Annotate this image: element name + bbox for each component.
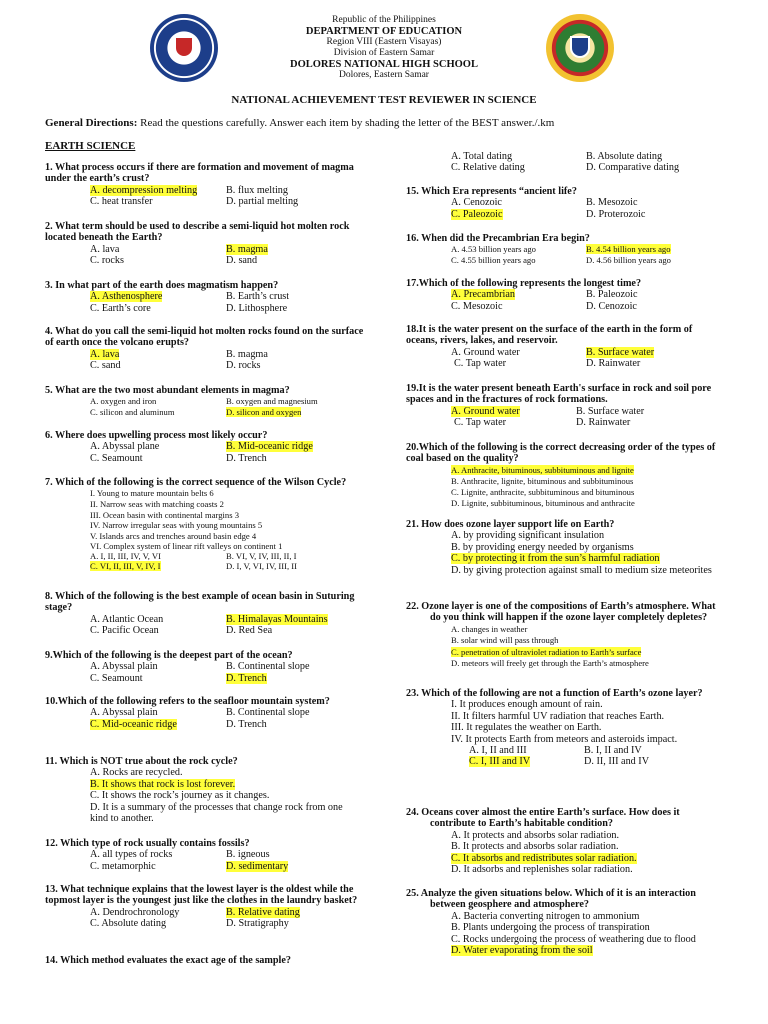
option[interactable]: D. 4.56 billion years ago	[586, 255, 671, 266]
option[interactable]: D. sand	[226, 255, 258, 267]
question-10: 10.Which of the following refers to the seafloor mountain system? A. Abyssal plain B. Continental slope C. Mid-oceanic ridge D. Trench	[45, 696, 365, 730]
option[interactable]: C. Rocks undergoing the process of weathering due to flood	[451, 933, 696, 945]
statement-list: I. Young to mature mountain belts 6 II. Narrow seas with matching coasts 2 III. Ocean basin with continental margins 3 IV. Narrow irregular seas with young mountains 5 V. Islands arcs and trenches around basin edge 4 VI. Complex system of linear rift valleys on continent 1	[90, 488, 283, 552]
option[interactable]: B. Earth’s crust	[226, 291, 290, 303]
question-19: 19.It is the water present beneath Earth's surface in rock and soil pore spaces and in the fractures of rock formations. A. Ground water B. Surface water C. Tap water D. Rainwater	[406, 383, 726, 429]
option[interactable]: B. Plants undergoing the process of transpiration	[451, 922, 650, 934]
question-18: 18.It is the water present on the surface of the earth in the form of oceans, rivers, lakes, and reservoir. A. Ground water B. Surface water C. Tap water D. Rainwater	[406, 324, 726, 370]
option[interactable]: A. lava	[90, 348, 120, 360]
question-6: 6. Where does upwelling process most likely occur? A. Abyssal plane B. Mid-oceanic ridge C. Seamount D. Trench	[45, 430, 365, 464]
option[interactable]: C. It shows the rock’s journey as it changes.	[90, 790, 270, 802]
option[interactable]: D. Proterozoic	[586, 208, 646, 220]
option[interactable]: B. It protects and absorbs solar radiation.	[451, 841, 619, 853]
header-school: DOLORES NATIONAL HIGH SCHOOL	[290, 59, 478, 70]
option[interactable]: B. magma	[226, 348, 268, 360]
option[interactable]: C. by protecting it from the sun’s harmful radiation	[451, 553, 660, 565]
option[interactable]: A. all types of rocks	[90, 849, 173, 861]
question-14: 14. Which method evaluates the exact age of the sample?	[45, 955, 291, 966]
question-21: 21. How does ozone layer support life on Earth? A. by providing significant insulation B. by providing energy needed by organisms C. by protecting it from the sun’s harmful radiation D. by giving protection against small to medium size meteorites	[406, 519, 726, 576]
option[interactable]: B. Mid-oceanic ridge	[226, 441, 313, 453]
option[interactable]: B. VI, V, IV, III, II, I	[226, 550, 297, 561]
option[interactable]: B. Anthracite, lignite, bituminous and subbituminous	[451, 475, 634, 486]
option[interactable]: B. Surface water	[576, 405, 645, 417]
option[interactable]: B. magma	[226, 243, 268, 255]
option[interactable]: D. Rainwater	[586, 358, 641, 370]
option[interactable]: A. I, II and III	[469, 745, 527, 757]
option[interactable]: B. by providing energy needed by organisms	[451, 541, 634, 553]
option[interactable]: A. Abyssal plane	[90, 441, 160, 453]
option[interactable]: B. Paleozoic	[586, 289, 638, 301]
option[interactable]: D. Rainwater	[576, 417, 631, 429]
option[interactable]: D. Stratigraphy	[226, 918, 289, 930]
option[interactable]: D. Trench	[226, 672, 267, 684]
option[interactable]: C. sand	[90, 360, 121, 372]
option[interactable]: A. oxygen and iron	[90, 396, 157, 407]
option[interactable]: A. It protects and absorbs solar radiation.	[451, 829, 620, 841]
option[interactable]: A. Rocks are recycled.	[90, 767, 183, 779]
statement-list: I. It produces enough amount of rain. II. It filters harmful UV radiation that reaches Earth. III. It regulates the weather on Earth. IV. It protects Earth from meteors and asteroids impact.	[451, 699, 678, 745]
option[interactable]: C. Pacific Ocean	[90, 625, 159, 637]
option[interactable]: C. Paleozoic	[451, 208, 503, 220]
option[interactable]: B. I, II and IV	[584, 745, 642, 757]
option[interactable]: C. Seamount	[90, 452, 143, 464]
option[interactable]: B. 4.54 billion years ago	[586, 244, 671, 255]
option[interactable]: C. heat transfer	[90, 196, 153, 208]
option[interactable]: D. It is a summary of the processes that change rock from one kind to another.	[90, 801, 343, 825]
option[interactable]: D. Lignite, subbituminous, bituminous and anthracite	[451, 497, 635, 508]
option[interactable]: C. Lignite, anthracite, subbituminous and bituminous	[451, 486, 635, 497]
option[interactable]: C. rocks	[90, 255, 124, 267]
question-15: 15. Which Era represents “ancient life? A. Cenozoic B. Mesozoic C. Paleozoic D. Proterozoic	[406, 186, 726, 220]
option[interactable]: C. Seamount	[90, 672, 143, 684]
option[interactable]: A. decompression melting	[90, 184, 198, 196]
option[interactable]: B. Mesozoic	[586, 197, 638, 209]
option[interactable]: C. Mid-oceanic ridge	[90, 718, 177, 730]
option[interactable]: D. It adsorbs and replenishes solar radiation.	[451, 864, 633, 876]
option[interactable]: A. Cenozoic	[451, 197, 502, 209]
option[interactable]: D. Red Sea	[226, 625, 273, 637]
option[interactable]: B. solar wind will pass through	[451, 635, 559, 646]
question-1: 1. What process occurs if there are formation and movement of magma under the earth’s crust? A. decompression melting B. flux melting C. heat transfer D. partial melting	[45, 162, 365, 208]
option[interactable]: D. partial melting	[226, 196, 299, 208]
option[interactable]: A. I, II, III, IV, V, VI	[90, 550, 161, 561]
option[interactable]: D. Cenozoic	[586, 300, 637, 312]
option[interactable]: A. Bacteria converting nitrogen to ammonium	[451, 910, 640, 922]
option[interactable]: C. silicon and aluminum	[90, 407, 175, 417]
option[interactable]: B. Himalayas Mountains	[226, 613, 328, 625]
question-5: 5. What are the two most abundant elements in magma? A. oxygen and iron B. oxygen and magnesium C. silicon and aluminum D. silicon and oxygen	[45, 385, 365, 418]
general-directions	[45, 117, 554, 129]
option[interactable]: C. Mesozoic	[451, 300, 503, 312]
option[interactable]: D. silicon and oxygen	[226, 407, 302, 417]
option[interactable]: A. Ground water	[451, 346, 520, 358]
option[interactable]: C. Tap water	[454, 358, 507, 370]
option[interactable]: B. It shows that rock is lost forever.	[90, 778, 236, 790]
question-13: 13. What technique explains that the lowest layer is the oldest while the topmost layer is the youngest just like the clothes in the laundry basket? A. Dendrochronology B. Relative dating C. Absolute dating D. Stratigraphy	[45, 884, 365, 930]
option[interactable]: D. Trench	[226, 452, 267, 464]
option[interactable]: A. Total dating	[451, 151, 513, 162]
question-20: 20.Which of the following is the correct decreasing order of the types of coal based on the quality? A. Anthracite, bituminous, subbituminous and lignite B. Anthracite, lignite, bituminous and subbituminous C. Lignite, anthracite, subbituminous and bituminous D. Lignite, subbituminous, bituminous and anthracite	[406, 442, 726, 509]
option[interactable]: A. Abyssal plain	[90, 707, 158, 719]
option[interactable]: A. by providing significant insulation	[451, 530, 605, 542]
option[interactable]: D. I, V, VI, IV, III, II	[226, 560, 297, 571]
option[interactable]: A. Ground water	[451, 405, 520, 417]
option[interactable]: C. Relative dating	[451, 162, 525, 174]
section-heading: EARTH SCIENCE	[45, 140, 136, 152]
question-12: 12. Which type of rock usually contains fossils? A. all types of rocks B. igneous C. metamorphic D. sedimentary	[45, 838, 365, 872]
header-republic: Republic of the Philippines	[332, 15, 436, 25]
directions-label: General Directions:	[45, 117, 138, 129]
option[interactable]: A. lava	[90, 243, 120, 255]
option[interactable]: C. Absolute dating	[90, 918, 167, 930]
question-23: 23. Which of the following are not a function of Earth’s ozone layer? I. It produces enough amount of rain. II. It filters harmful UV radiation that reaches Earth. III. It regulates the weather on Earth. IV. It protects Earth from meteors and asteroids impact. A. I, II and III B. I, II and IV C. I, III and IV D. II, III and IV	[406, 688, 726, 768]
question-17: 17.Which of the following represents the longest time? A. Precambrian B. Paleozoic C. Mesozoic D. Cenozoic	[406, 278, 726, 312]
option[interactable]: B. oxygen and magnesium	[226, 396, 318, 407]
option[interactable]: C. It absorbs and redistributes solar radiation.	[451, 852, 637, 864]
directions-text: Read the questions carefully. Answer each item by shading the letter of the BEST answer./.km	[137, 117, 555, 129]
option[interactable]: B. Surface water	[586, 346, 655, 358]
option[interactable]: C. Tap water	[454, 417, 507, 429]
question-25: 25. Analyze the given situations below. Which of it is an interaction between geosphere and atmosphere? A. Bacteria converting nitrogen to ammonium B. Plants undergoing the process of transpiration C. Rocks undergoing the process of weathering due to flood D. Water evaporating from the soil	[406, 888, 726, 956]
option[interactable]: A. Asthenosphere	[90, 291, 163, 303]
option[interactable]: A. changes in weather	[451, 623, 528, 634]
option[interactable]: D. sedimentary	[226, 860, 289, 872]
letterhead	[0, 15, 768, 81]
question-22: 22. Ozone layer is one of the compositions of Earth’s atmosphere. What do you think will happen if the ozone layer completely depletes? A. changes in weather B. solar wind will pass through C. penetration of ultraviolet radiation to Earth’s surface D. meteors will freely get through the Earth’s atmosphere	[406, 601, 726, 669]
option[interactable]: D. rocks	[226, 360, 261, 372]
option[interactable]: B. Absolute dating	[586, 151, 663, 162]
option[interactable]: C. Earth’s core	[90, 302, 151, 314]
option[interactable]: C. I, III and IV	[469, 756, 531, 768]
option[interactable]: D. meteors will freely get through the Earth’s atmosphere	[451, 658, 649, 669]
question-11: 11. Which is NOT true about the rock cycle? A. Rocks are recycled. B. It shows that rock is lost forever. C. It shows the rock’s journey as it changes. D. It is a summary of the processes that change rock from one kind to another.	[45, 756, 365, 824]
option[interactable]: C. 4.55 billion years ago	[451, 255, 536, 266]
option[interactable]: B. Continental slope	[226, 707, 310, 719]
header-division: Division of Eastern Samar	[333, 48, 435, 58]
header-location: Dolores, Eastern Samar	[339, 70, 429, 80]
option[interactable]: A. 4.53 billion years ago	[451, 244, 536, 255]
option[interactable]: B. Relative dating	[226, 906, 300, 918]
option[interactable]: B. igneous	[226, 849, 270, 861]
page-title: NATIONAL ACHIEVEMENT TEST REVIEWER IN SCIENCE	[231, 94, 537, 106]
option[interactable]: A. Dendrochronology	[90, 906, 180, 918]
header-department: DEPARTMENT OF EDUCATION	[305, 26, 463, 37]
option[interactable]: A. Precambrian	[451, 289, 515, 301]
question-3: 3. In what part of the earth does magmatism happen? A. Asthenosphere B. Earth’s crust C. Earth’s core D. Lithosphere	[45, 280, 365, 314]
option[interactable]: A. Abyssal plain	[90, 661, 158, 673]
option[interactable]: B. Continental slope	[226, 661, 310, 673]
question-8: 8. Which of the following is the best example of ocean basin in Suturing stage? A. Atlantic Ocean B. Himalayas Mountains C. Pacific Ocean D. Red Sea	[45, 591, 365, 637]
question-2: 2. What term should be used to describe a semi-liquid hot molten rock located beneath the Earth? A. lava B. magma C. rocks D. sand	[45, 221, 365, 267]
option[interactable]: D. II, III and IV	[584, 756, 650, 768]
option[interactable]: D. by giving protection against small to medium size meteorites	[451, 564, 712, 576]
question-7: 7. Which of the following is the correct sequence of the Wilson Cycle? I. Young to mature mountain belts 6 II. Narrow seas with matching coasts 2 III. Ocean basin with continental margins 3 IV. Narrow irregular seas with young mountains 5 V. Islands arcs and trenches around basin edge 4 VI. Complex system of linear rift valleys on continent 1 A. I, II, III, IV, V, VI B. VI, V, IV, III, II, I C. VI, II, III, V, IV, I D. I, V, VI, IV, III, II	[45, 477, 365, 571]
header-region: Region VIII (Eastern Visayas)	[326, 37, 442, 47]
question-14-options	[406, 151, 726, 174]
option[interactable]: D. Water evaporating from the soil	[451, 945, 593, 957]
option[interactable]: C. penetration of ultraviolet radiation to Earth’s surface	[451, 646, 642, 657]
option[interactable]: B. flux melting	[226, 184, 288, 196]
question-4: 4. What do you call the semi-liquid hot molten rocks found on the surface of earth once the volcano erupts? A. lava B. magma C. sand D. rocks	[45, 326, 364, 372]
question-24: 24. Oceans cover almost the entire Earth’s surface. How does it contribute to Earth’s habitable condition? A. It protects and absorbs solar radiation. B. It protects and absorbs solar radiation. C. It absorbs and redistributes solar radiation. D. It adsorbs and replenishes solar radiation.	[406, 807, 726, 875]
question-9: 9.Which of the following is the deepest part of the ocean? A. Abyssal plain B. Continental slope C. Seamount D. Trench	[45, 650, 365, 684]
option[interactable]: A. Atlantic Ocean	[90, 613, 164, 625]
option[interactable]: D. Comparative dating	[586, 162, 680, 174]
option[interactable]: D. Trench	[226, 718, 267, 730]
option[interactable]: C. metamorphic	[90, 860, 156, 872]
option[interactable]: A. Anthracite, bituminous, subbituminous and lignite	[451, 464, 634, 475]
option[interactable]: D. Lithosphere	[226, 302, 288, 314]
option[interactable]: C. VI, II, III, V, IV, I	[90, 560, 161, 571]
question-16: 16. When did the Precambrian Era begin? A. 4.53 billion years ago B. 4.54 billion years ago C. 4.55 billion years ago D. 4.56 billion years ago	[406, 233, 726, 266]
